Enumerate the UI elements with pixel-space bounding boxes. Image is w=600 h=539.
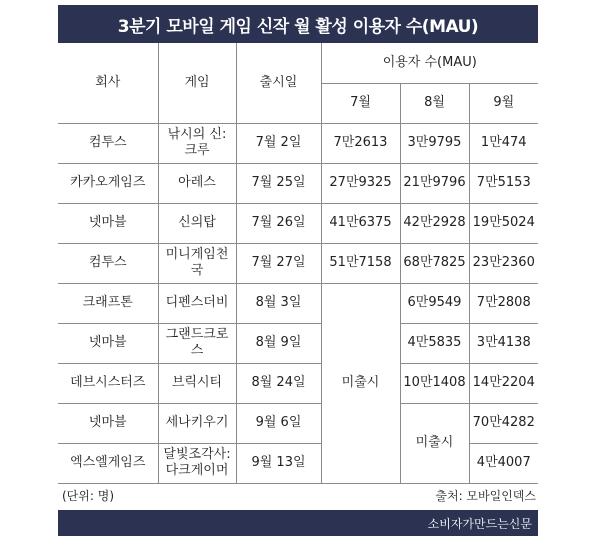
header-game: 게임	[158, 43, 236, 123]
header-month-jul: 7월	[321, 83, 400, 123]
table-row	[58, 123, 538, 163]
source-note: 출처: 모바일인덱스	[435, 489, 536, 503]
cell-sep: 3만4138	[469, 323, 538, 363]
cell-aug: 42만2928	[400, 203, 469, 243]
cell-release: 7월 2일	[236, 123, 321, 163]
cell-release: 9월 6일	[236, 403, 321, 443]
header-release: 출시일	[236, 43, 321, 123]
header-month-sep: 9월	[469, 83, 538, 123]
cell-company: 크래프톤	[58, 283, 158, 323]
mau-table	[58, 43, 538, 484]
cell-jul: 7만2613	[321, 123, 400, 163]
cell-aug: 3만9795	[400, 123, 469, 163]
cell-game: 낚시의 신: 크루	[158, 123, 236, 163]
table-row	[58, 203, 538, 243]
cell-company: 넷마블	[58, 203, 158, 243]
cell-release: 8월 9일	[236, 323, 321, 363]
cell-sep: 7만2808	[469, 283, 538, 323]
cell-game: 미니게임천국	[158, 243, 236, 283]
table-row	[58, 403, 538, 443]
cell-aug: 10만1408	[400, 363, 469, 403]
cell-game: 신의탑	[158, 203, 236, 243]
cell-game: 달빛조각사: 다크게이머	[158, 443, 236, 483]
cell-game: 아레스	[158, 163, 236, 203]
cell-sep: 23만2360	[469, 243, 538, 283]
cell-release: 7월 25일	[236, 163, 321, 203]
cell-sep: 4만4007	[469, 443, 538, 483]
cell-company: 데브시스터즈	[58, 363, 158, 403]
cell-jul: 51만7158	[321, 243, 400, 283]
cell-jul-not-released: 미출시	[321, 283, 400, 483]
cell-sep: 19만5024	[469, 203, 538, 243]
cell-sep: 1만474	[469, 123, 538, 163]
cell-game: 그랜드크로스	[158, 323, 236, 363]
publisher-bar	[58, 510, 538, 536]
cell-release: 7월 26일	[236, 203, 321, 243]
cell-release: 8월 3일	[236, 283, 321, 323]
unit-note: (단위: 명)	[62, 489, 114, 503]
cell-company: 컴투스	[58, 123, 158, 163]
footer-notes	[62, 487, 536, 504]
header-mau: 이용자 수(MAU)	[321, 43, 538, 83]
cell-release: 8월 24일	[236, 363, 321, 403]
cell-company: 카카오게임즈	[58, 163, 158, 203]
table-row	[58, 163, 538, 203]
cell-company: 컴투스	[58, 243, 158, 283]
header-month-aug: 8월	[400, 83, 469, 123]
cell-game: 세나키우기	[158, 403, 236, 443]
cell-jul: 41만6375	[321, 203, 400, 243]
cell-aug: 21만9796	[400, 163, 469, 203]
table-row	[58, 323, 538, 363]
cell-company: 넷마블	[58, 323, 158, 363]
cell-game: 디펜스더비	[158, 283, 236, 323]
cell-aug: 4만5835	[400, 323, 469, 363]
table-row	[58, 243, 538, 283]
cell-sep: 70만4282	[469, 403, 538, 443]
table-row	[58, 283, 538, 323]
cell-jul: 27만9325	[321, 163, 400, 203]
cell-game: 브릭시티	[158, 363, 236, 403]
table-row	[58, 363, 538, 403]
table-title: 3분기 모바일 게임 신작 월 활성 이용자 수(MAU)	[58, 5, 538, 43]
cell-aug-not-released: 미출시	[400, 403, 469, 483]
cell-aug: 6만9549	[400, 283, 469, 323]
cell-company: 넷마블	[58, 403, 158, 443]
header-company: 회사	[58, 43, 158, 123]
cell-release: 9월 13일	[236, 443, 321, 483]
cell-sep: 7만5153	[469, 163, 538, 203]
cell-sep: 14만2204	[469, 363, 538, 403]
cell-company: 엑스엘게임즈	[58, 443, 158, 483]
cell-aug: 68만7825	[400, 243, 469, 283]
cell-release: 7월 27일	[236, 243, 321, 283]
publisher-name: 소비자가만드는신문	[427, 516, 532, 531]
